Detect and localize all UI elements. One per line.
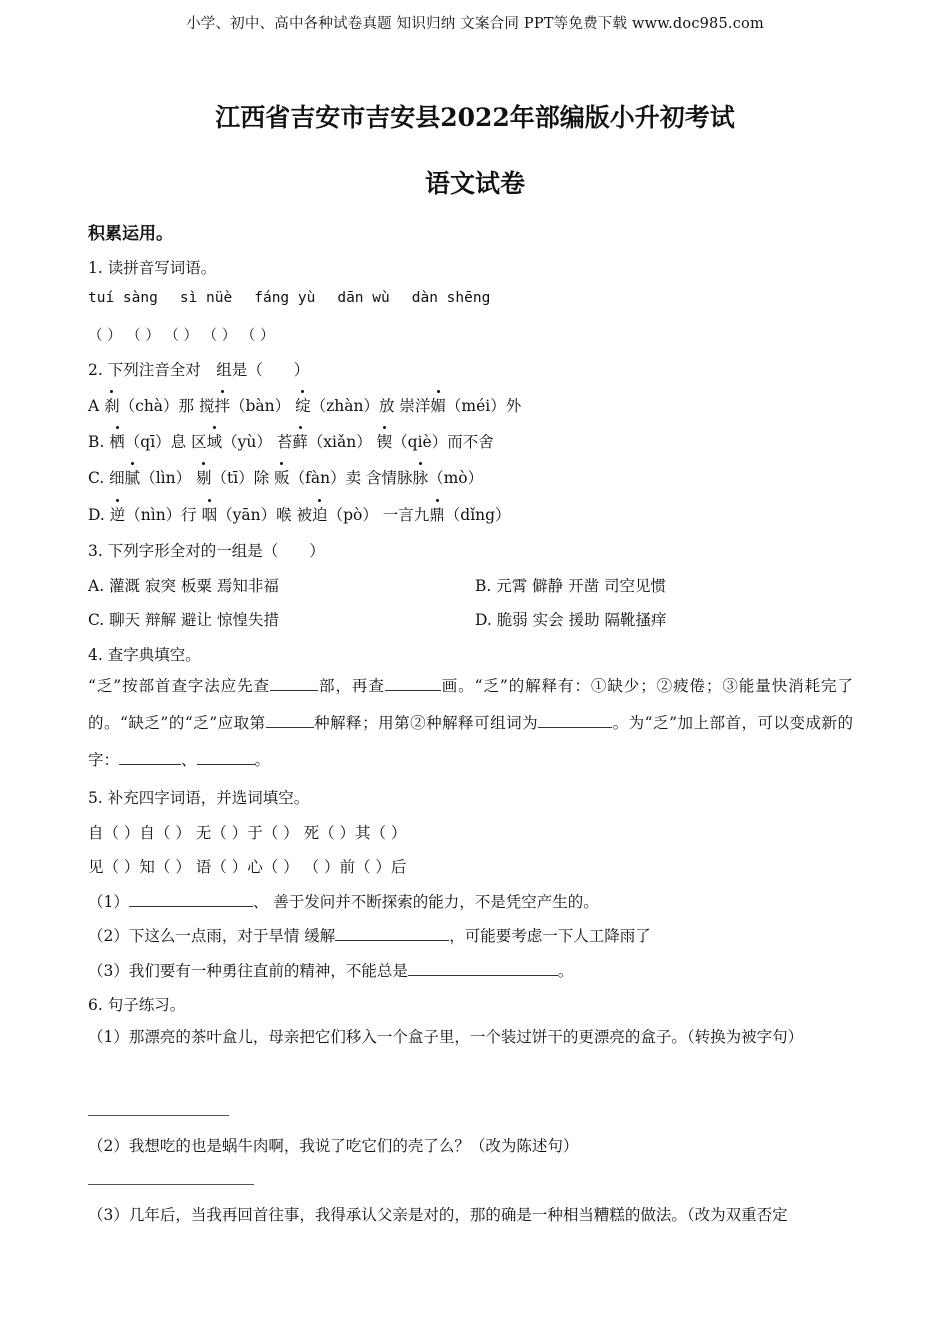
dotted-char: 锲 [377,430,393,452]
dotted-char: 栖 [109,430,125,452]
pinyin-3: fáng yù [254,290,316,306]
q2-option-d: D. 逆（nìn）行 咽（yān）喉 被迫（pò） 一言九鼎（dǐng） [88,503,511,525]
pinyin-2: sì nüè [179,290,233,306]
dotted-char: 剔 [196,466,212,488]
q3-option-c: C. 聊天 辩解 避让 惊惶失措 [88,611,279,629]
q1-stem: 1. 读拼音写词语。 [88,259,217,277]
fill-blank[interactable] [335,925,449,942]
fill-blank[interactable] [197,749,255,766]
fill-blank[interactable] [408,960,558,977]
fill-blank[interactable] [270,675,318,692]
q5-idiom-row-1: 自（ ）自（ ） 无（ ）于（ ） 死（ ）其（ ） [88,824,407,842]
q5-sentence-3: （3）我们要有一种勇往直前的精神，不能总是 。 [88,959,573,981]
q1-pinyin-row [88,290,490,306]
fill-blank[interactable] [119,749,181,766]
q6-sentence-3: （3）几年后，当我再回首往事，我得承认父亲是对的，那的确是一种相当糟糕的做法。（改为双重否定 [88,1206,788,1224]
dotted-char: 逆 [110,503,126,525]
q6-stem: 6. 句子练习。 [88,996,186,1014]
dotted-char: 迫 [312,503,328,525]
q3-option-d: D. 脆弱 实会 援助 隔靴搔痒 [475,611,667,629]
dotted-char: 域 [207,430,223,452]
q2-stem: 2. 下列注音全对 组是（ ） [88,361,310,379]
q3-option-b: B. 元霄 僻静 开凿 司空见惯 [475,577,667,595]
q5-sentence-2: （2）下这么一点雨，对于旱情 缓解 ，可能要考虑一下人工降雨了 [88,924,651,946]
dotted-char: 脉 [413,466,429,488]
q5-idiom-row-2: 见（ ）知（ ） 语（ ）心（ ） （ ）前（ ）后 [88,858,407,876]
fill-blank[interactable] [385,675,441,692]
section-heading: 积累运用。 [88,224,173,244]
fill-blank[interactable] [266,712,314,729]
answer-line[interactable] [88,1184,254,1185]
q3-stem: 3. 下列字形全对的一组是（ ） [88,542,325,560]
fill-blank[interactable] [538,712,612,729]
dotted-char: 咽 [202,503,218,525]
q1-answer-brackets: （ ） （ ） （ ） （ ） （ ） [88,328,275,344]
q4-paragraph: “乏”按部首查字法应先查 部，再查 画。“乏”的解释有：①缺少；②疲倦；③能量快消耗完了的。“缺乏”的“乏”应取第 种解释；用第②种解释可组词为 。为“乏”加上部首，可以变成新的字： 、 。 [88,668,853,779]
dotted-char: 腻 [125,466,141,488]
dotted-char: 贩 [274,466,290,488]
dotted-char: 绽 [295,394,311,416]
fill-blank[interactable] [129,891,253,908]
answer-line[interactable] [88,1115,229,1116]
dotted-char: 鼎 [429,503,445,525]
exam-title: 江西省吉安市吉安县2022年部编版小升初考试 [215,103,735,132]
pinyin-5: dàn shēng [411,290,491,306]
q3-option-a: A. 灌溉 寂突 板粟 焉知非福 [88,577,279,595]
q6-sentence-1: （1）那漂亮的茶叶盒儿，母亲把它们移入一个盒子里，一个装过饼干的更漂亮的盒子。（转换为被字句） [88,1028,804,1046]
dotted-char: 媚 [430,394,446,416]
q2-option-a: A 刹（chà）那 搅拌（bàn） 绽（zhàn）放 崇洋媚（méi）外 [88,394,521,416]
dotted-char: 刹 [104,394,120,416]
q6-sentence-2: （2）我想吃的也是蜗牛肉啊，我说了吃它们的壳了么？（改为陈述句） [88,1137,579,1155]
pinyin-4: dān wù [337,290,390,306]
q2-option-c: C. 细腻（lìn） 剔（tī）除 贩（fàn）卖 含情脉脉（mò） [88,466,483,488]
pinyin-1: tuí sàng [88,290,158,306]
q5-stem: 5. 补充四字词语，并选词填空。 [88,789,310,807]
exam-subtitle: 语文试卷 [424,169,525,198]
q2-option-b: B. 栖（qī）息 区域（yù） 苔藓（xiǎn） 锲（qiè）而不舍 [88,430,494,452]
q4-stem: 4. 查字典填空。 [88,646,201,664]
dotted-char: 拌 [214,394,230,416]
q5-sentence-1: （1） 、 善于发问并不断探索的能力，不是凭空产生的。 [88,890,599,912]
dotted-char: 藓 [292,430,308,452]
page-header: 小学、初中、高中各种试卷真题 知识归纳 文案合同 PPT等免费下载 www.doc985.com [186,16,764,32]
